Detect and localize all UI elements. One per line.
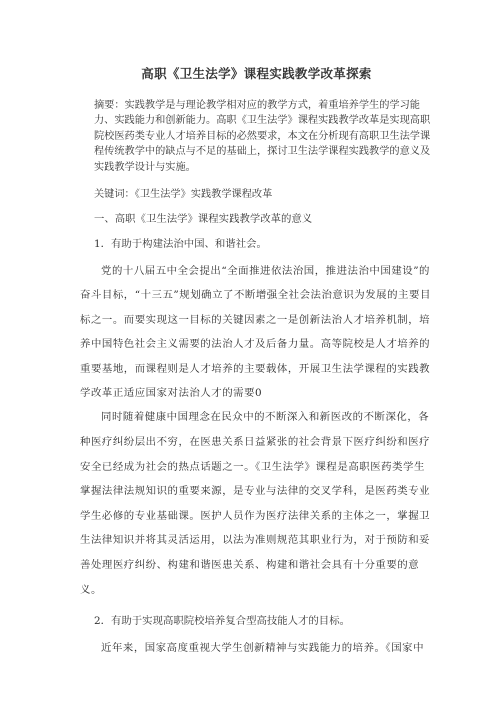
section-heading-1: 一、高职《卫生法学》课程实践教学改革的意义	[94, 213, 313, 226]
subsection-heading-1: 1．有助于构建法治中国、和谐社会。	[94, 238, 267, 251]
abstract-paragraph: 摘要：实践教学是与理论教学相对应的教学方式，着重培养学生的学习能力、实践能力和创新能力。高职《卫生法学》课程实践教学改革是实现高职院校医药类专业人才培养目标的必然要求，本文在分析现有高职卫生法学课程传统教学中的缺点与不足的基础上，探讨卫生法学课程实践教学的意义及实践教学设计与实施。	[94, 100, 431, 173]
subsection-heading-2: 2．有助于实现高职院校培养复合型高技能人才的目标。	[94, 615, 350, 628]
keywords-line: 关键词：《卫生法学》实践教学课程改革	[94, 189, 273, 201]
body-paragraph-2: 同时随着健康中国理念在民众中的不断深入和新医改的不断深化，各种医疗纠纷层出不穷，在医患关系日益紧张的社会背景下医疗纠纷和医疗安全已经成为社会的热点话题之一。《卫生法学》课程是高职医药类学生掌握法律法规知识的重要来源，是专业与法律的交叉学科，是医药类专业学生必修的专业基础课。医护人员作为医疗法律关系的主体之一，掌握卫生法律知识并将其灵活运用，以法为准则规范其职业行为，对于预防和妥善处理医疗纠纷、构建和谐医患关系、构建和谐社会具有十分重要的意义。	[80, 411, 431, 596]
body-paragraph-3: 近年来，国家高度重视大学生创新精神与实践能力的培养。《国家中	[101, 642, 425, 655]
body-paragraph-1: 党的十八届五中全会提出“全面推进依法治国，推进法治中国建设”的奋斗目标，“十三五”规划确立了不断增强全社会法治意识为发展的主要目标之一。而要实现这一目标的关键因素之一是创新法治人才培养机制，培养中国特色社会主义需要的法治人才及后备力量。高等院校是人才培养的重要基地，而课程则是人才培养的主要载体，开展卫生法学课程的实践教学改革正适应国家对法治人才的需要0	[80, 265, 431, 400]
document-title: 高职《卫生法学》课程实践教学改革探索	[141, 66, 372, 81]
